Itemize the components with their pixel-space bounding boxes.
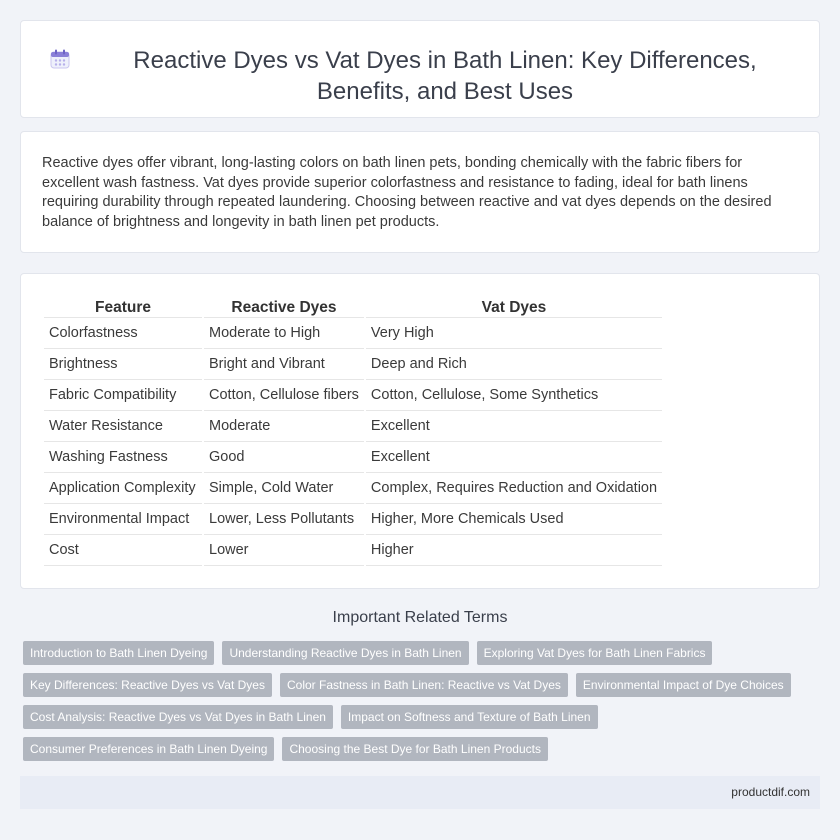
reactive-cell: Simple, Cold Water bbox=[204, 473, 364, 504]
comparison-card bbox=[20, 273, 820, 589]
table-row bbox=[44, 318, 662, 349]
tag-row bbox=[23, 673, 803, 697]
vat-cell: Complex, Requires Reduction and Oxidation bbox=[366, 473, 662, 504]
related-term-tag[interactable]: Impact on Softness and Texture of Bath Linen bbox=[341, 705, 598, 729]
tag-row bbox=[23, 737, 803, 761]
feature-cell: Cost bbox=[44, 535, 202, 566]
vat-cell: Higher bbox=[366, 535, 662, 566]
vat-cell: Deep and Rich bbox=[366, 349, 662, 380]
reactive-cell: Lower, Less Pollutants bbox=[204, 504, 364, 535]
vat-cell: Very High bbox=[366, 318, 662, 349]
related-term-tag[interactable]: Consumer Preferences in Bath Linen Dyeing bbox=[23, 737, 274, 761]
table-row bbox=[44, 442, 662, 473]
title-card bbox=[20, 20, 820, 118]
table-row bbox=[44, 535, 662, 566]
tag-row bbox=[23, 641, 803, 665]
reactive-cell: Lower bbox=[204, 535, 364, 566]
reactive-cell: Cotton, Cellulose fibers bbox=[204, 380, 364, 411]
table-row bbox=[44, 349, 662, 380]
related-terms-heading: Important Related Terms bbox=[332, 609, 508, 626]
related-term-tag[interactable]: Introduction to Bath Linen Dyeing bbox=[23, 641, 214, 665]
related-term-tag[interactable]: Color Fastness in Bath Linen: Reactive vs Vat Dyes bbox=[280, 673, 568, 697]
table-row bbox=[44, 411, 662, 442]
intro-paragraph: Reactive dyes offer vibrant, long-lasting colors on bath linen pets, bonding chemically with the fabric fibers for excellent wash fastness. Vat dyes provide superior colorfastness and resistance to fading, ideal for bath linens requiring durability through repeated laundering. Choosing between reactive and vat dyes depends on the desired balance of brightness and longevity in bath linen pet products. bbox=[42, 155, 772, 230]
related-term-tag[interactable]: Cost Analysis: Reactive Dyes vs Vat Dyes in Bath Linen bbox=[23, 705, 333, 729]
vat-cell: Higher, More Chemicals Used bbox=[366, 504, 662, 535]
tag-row bbox=[23, 705, 803, 729]
feature-cell: Colorfastness bbox=[44, 318, 202, 349]
related-term-tag[interactable]: Exploring Vat Dyes for Bath Linen Fabrics bbox=[477, 641, 713, 665]
table-row bbox=[44, 504, 662, 535]
column-header-vat: Vat Dyes bbox=[366, 296, 662, 318]
feature-cell: Washing Fastness bbox=[44, 442, 202, 473]
feature-cell: Water Resistance bbox=[44, 411, 202, 442]
related-term-tag[interactable]: Choosing the Best Dye for Bath Linen Products bbox=[282, 737, 547, 761]
column-header-reactive: Reactive Dyes bbox=[204, 296, 364, 318]
table-row bbox=[44, 473, 662, 504]
reactive-cell: Good bbox=[204, 442, 364, 473]
reactive-cell: Moderate to High bbox=[204, 318, 364, 349]
footer bbox=[20, 776, 820, 809]
feature-cell: Application Complexity bbox=[44, 473, 202, 504]
page-title: Reactive Dyes vs Vat Dyes in Bath Linen: Key Differences, Benefits, and Best Uses bbox=[133, 47, 757, 105]
related-terms-list bbox=[23, 641, 803, 769]
reactive-cell: Moderate bbox=[204, 411, 364, 442]
related-term-tag[interactable]: Understanding Reactive Dyes in Bath Linen bbox=[222, 641, 468, 665]
comparison-table bbox=[42, 296, 664, 566]
vat-cell: Cotton, Cellulose, Some Synthetics bbox=[366, 380, 662, 411]
related-term-tag[interactable]: Key Differences: Reactive Dyes vs Vat Dyes bbox=[23, 673, 272, 697]
feature-cell: Fabric Compatibility bbox=[44, 380, 202, 411]
vat-cell: Excellent bbox=[366, 442, 662, 473]
reactive-cell: Bright and Vibrant bbox=[204, 349, 364, 380]
table-header-row bbox=[44, 296, 662, 318]
table-row bbox=[44, 380, 662, 411]
intro-card bbox=[20, 131, 820, 253]
related-term-tag[interactable]: Environmental Impact of Dye Choices bbox=[576, 673, 791, 697]
feature-cell: Environmental Impact bbox=[44, 504, 202, 535]
feature-cell: Brightness bbox=[44, 349, 202, 380]
footer-site-link[interactable]: productdif.com bbox=[731, 785, 810, 799]
column-header-feature: Feature bbox=[44, 296, 202, 318]
vat-cell: Excellent bbox=[366, 411, 662, 442]
